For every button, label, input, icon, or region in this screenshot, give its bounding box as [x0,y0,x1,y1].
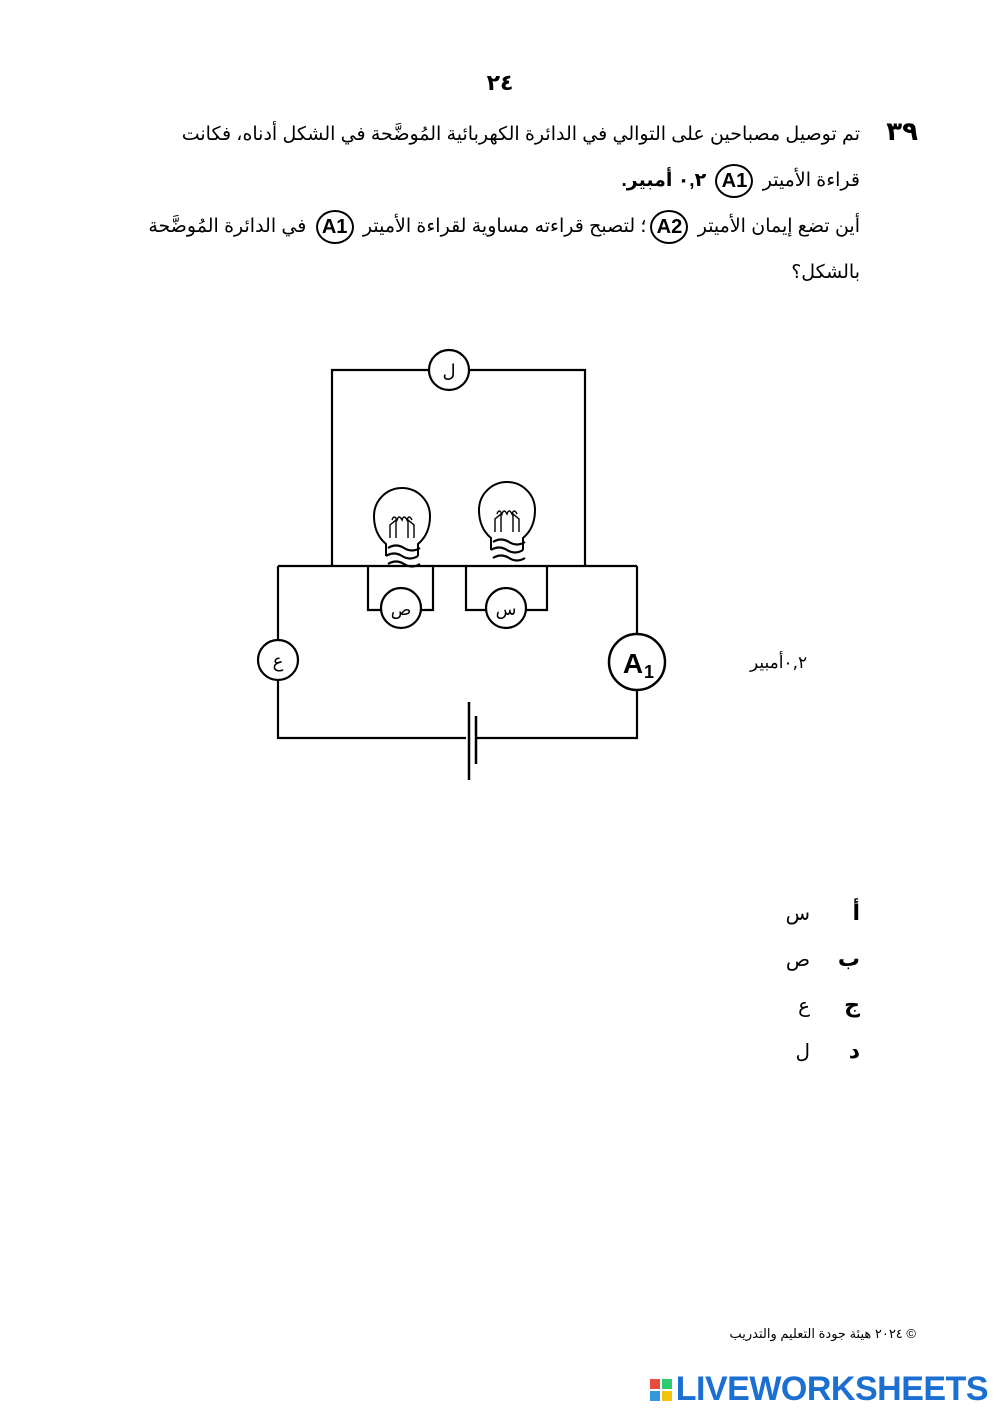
question-number: ٣٩ [886,116,918,146]
option-a[interactable] [786,890,860,936]
meter-sin-label: س [495,600,517,620]
answer-options [786,890,860,1074]
option-c-text: ع [798,994,810,1017]
question-line-4: بالشكل؟ [791,262,860,283]
meter-ain [258,640,298,680]
ammeter-a1-badge-2: A1 [316,210,354,244]
question-prompt-mid: ؛ لتصبح قراءته مساوية لقراءة الأميتر [362,216,647,237]
meter-l [429,350,469,390]
question-text [80,112,860,296]
option-a-text: س [785,902,810,925]
question-line-2 [80,158,860,204]
meter-sad-label: ص [390,600,412,620]
question-prompt-end: في الدائرة المُوضَّحة [148,216,307,237]
brand-name: LIVEWORKSHEETS [675,1370,988,1408]
ammeter-a2-badge: A2 [650,210,688,244]
ammeter-a1 [609,634,665,690]
question-prompt-start: أين تضع إيمان الأميتر [697,216,860,237]
logo-square-4 [662,1391,672,1401]
option-b[interactable] [786,936,860,982]
ammeter-a1-label: A [622,648,644,679]
option-a-letter: أ [852,900,860,925]
reading-prefix: قراءة الأميتر [762,170,860,191]
question-line-3 [80,204,860,250]
ammeter-a1-subscript: 1 [643,662,655,682]
option-b-letter: ب [837,946,860,971]
logo-square-3 [650,1391,660,1401]
logo-square-2 [662,1379,672,1389]
page-number: ٢٤ [486,70,514,95]
option-c-letter: ج [844,992,860,1017]
liveworksheets-brand[interactable] [650,1370,988,1409]
option-d-letter: د [848,1038,860,1063]
option-d-text: ل [795,1040,810,1063]
logo-square-1 [650,1379,660,1389]
ammeter-reading: ٠,٢أمبير [750,653,808,673]
meter-sad [381,588,421,628]
bulb-left-icon [374,488,430,567]
meter-sin [486,588,526,628]
liveworksheets-logo-icon [650,1379,672,1401]
reading-value: ٠,٢ أمبير. [621,170,707,191]
battery-icon [469,702,476,780]
left-wire [278,566,466,738]
meter-ain-label: ع [272,651,284,672]
question-line-1: تم توصيل مصباحين على التوالي في الدائرة الكهربائية المُوضَّحة في الشكل أدناه، فكانت [181,124,860,145]
ammeter-a1-badge: A1 [715,164,753,198]
circuit-diagram [240,340,808,790]
option-d[interactable] [786,1028,860,1074]
bulb-right-icon [479,482,535,561]
top-branch-wire [332,370,585,566]
option-b-text: ص [785,948,810,971]
option-c[interactable] [786,982,860,1028]
meter-l-label: ل [442,361,456,382]
copyright-notice: © ٢٠٢٤ هيئة جودة التعليم والتدريب [729,1326,916,1341]
